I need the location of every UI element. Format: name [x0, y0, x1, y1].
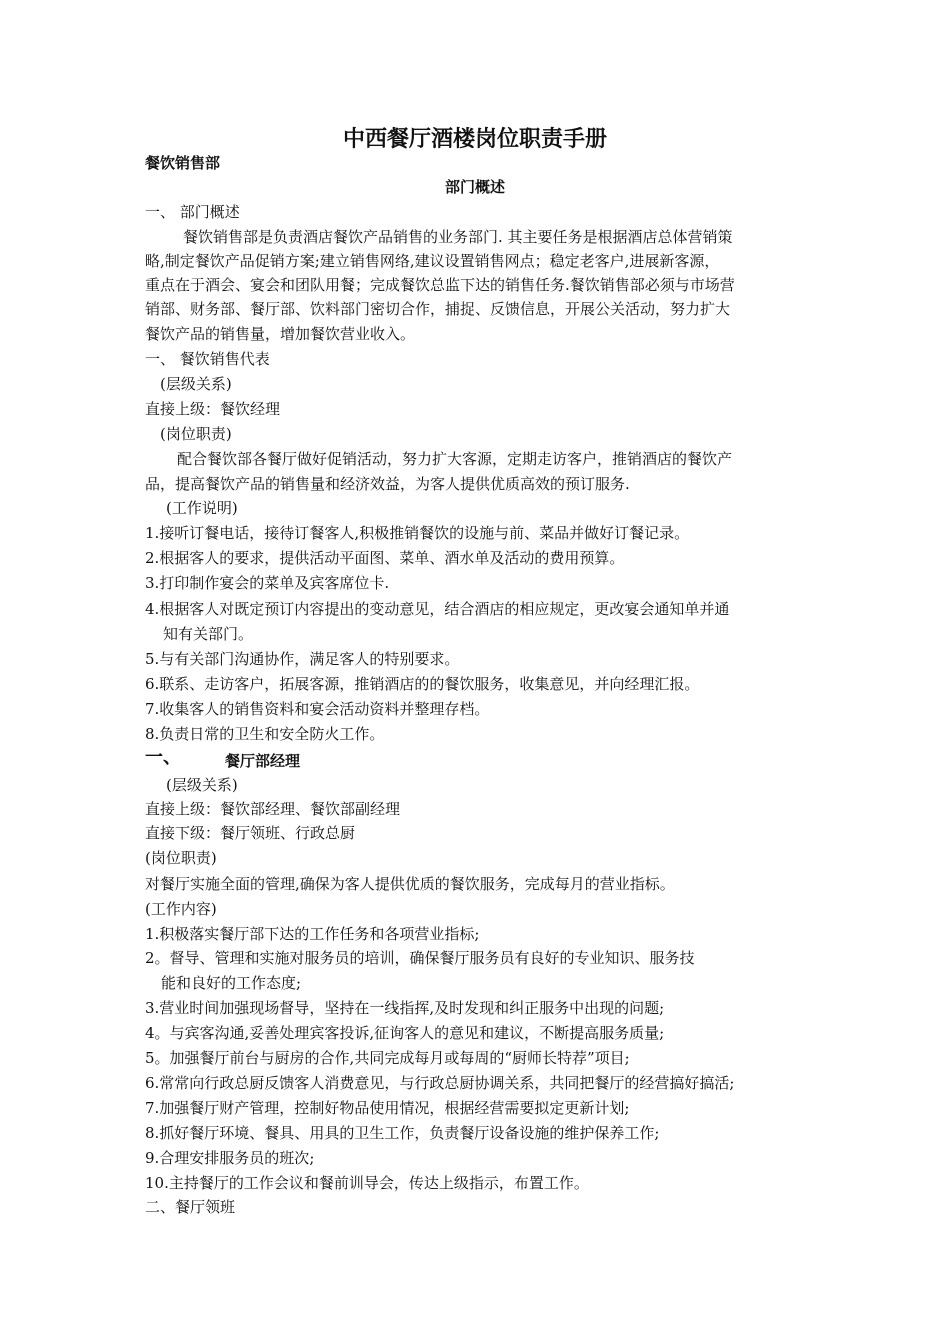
list-item-continuation: 能和良好的工作态度;: [161, 974, 302, 992]
section-number: 一、: [145, 747, 181, 768]
list-item: 10.主持餐厅的工作会议和餐前训导会，传达上级指示，布置工作。: [145, 1174, 589, 1192]
list-item: 8.负责日常的卫生和安全防火工作。: [145, 725, 385, 743]
paragraph-line: 重点在于酒会、宴会和团队用餐；完成餐饮总监下达的销售任务.餐饮销售部必须与市场营: [145, 276, 735, 294]
paragraph-line: 对餐厅实施全面的管理,确保为客人提供优质的餐饮服务，完成每月的营业指标。: [145, 875, 675, 893]
paragraph-line: 餐饮产品的销售量，增加餐饮营业收入。: [145, 325, 416, 343]
section-heading: 餐厅部经理: [225, 752, 301, 770]
text-line: 直接上级：餐饮经理: [145, 400, 281, 418]
list-item: 1.积极落实餐厅部下达的工作任务和各项营业指标;: [145, 925, 480, 943]
subheading: (工作内容): [145, 900, 217, 918]
subheading: (层级关系): [160, 375, 232, 393]
subheading: (层级关系): [166, 776, 238, 794]
text-line: 直接上级：餐饮部经理、餐饮部副经理: [145, 800, 401, 818]
text-line: 直接下级：餐厅领班、行政总厨: [145, 824, 356, 842]
paragraph-line: 销部、财务部、餐厅部、饮料部门密切合作，捕捉、反馈信息，开展公关活动，努力扩大: [145, 300, 731, 318]
subheading: (岗位职责): [160, 425, 232, 443]
list-item: 4。与宾客沟通,妥善处理宾客投诉,征询客人的意见和建议，不断提高服务质量;: [145, 1024, 665, 1042]
list-item: 6.常常向行政总厨反馈客人消费意见，与行政总厨协调关系，共同把餐厅的经营搞好搞活;: [145, 1074, 735, 1092]
list-item: 8.抓好餐厅环境、餐具、用具的卫生工作，负责餐厅设备设施的维护保养工作;: [145, 1124, 660, 1142]
list-item: 7.加强餐厅财产管理，控制好物品使用情况，根据经营需要拟定更新计划;: [145, 1099, 630, 1117]
section-heading: 一、 部门概述: [145, 203, 240, 221]
list-item: 6.联系、走访客户，拓展客源，推销酒店的的餐饮服务，收集意见，并向经理汇报。: [145, 675, 700, 693]
section-heading: 一、 餐饮销售代表: [145, 350, 270, 368]
section-heading: 二、餐厅领班: [145, 1198, 236, 1216]
list-item: 5。加强餐厅前台与厨房的合作,共同完成每月或每周的“厨师长特荐”项目;: [145, 1049, 630, 1067]
subheading: (工作说明): [166, 499, 238, 517]
list-item: 3.打印制作宴会的菜单及宾客席位卡.: [145, 574, 390, 592]
list-item: 3.营业时间加强现场督导，坚持在一线指挥,及时发现和纠正服务中出现的问题;: [145, 999, 665, 1017]
paragraph-line: 餐饮销售部是负责酒店餐饮产品销售的业务部门. 其主要任务是根据酒店总体营销策: [183, 228, 733, 246]
list-item: 4.根据客人对既定预订内容提出的变动意见，结合酒店的相应规定，更改宴会通知单并通: [145, 600, 730, 618]
paragraph-line: 品，提高餐饮产品的销售量和经济效益，为客人提供优质高效的预订服务.: [145, 475, 630, 493]
list-item: 7.收集客人的销售资料和宴会活动资料并整理存档。: [145, 700, 490, 718]
overview-heading: 部门概述: [444, 178, 505, 196]
list-item: 5.与有关部门沟通协作，满足客人的特别要求。: [145, 650, 460, 668]
paragraph-line: 配合餐饮部各餐厅做好促销活动，努力扩大客源，定期走访客户，推销酒店的餐饮产: [177, 450, 733, 468]
subheading: (岗位职责): [145, 849, 217, 867]
list-item: 9.合理安排服务员的班次;: [145, 1149, 315, 1167]
list-item: 2.根据客人的要求，提供活动平面图、菜单、酒水单及活动的费用预算。: [145, 549, 625, 567]
list-item-continuation: 知有关部门。: [163, 625, 254, 643]
document-title: 中西餐厅酒楼岗位职责手册: [342, 127, 607, 152]
list-item: 1.接听订餐电话，接待订餐客人,积极推销餐饮的设施与前、菜品并做好订餐记录。: [145, 524, 690, 542]
paragraph-line: 略,制定餐饮产品促销方案;建立销售网络,建议设置销售网点；稳定老客户,进展新客源，: [145, 252, 720, 270]
department-name: 餐饮销售部: [145, 154, 221, 172]
list-item: 2。督导、管理和实施对服务员的培训，确保餐厅服务员有良好的专业知识、服务技: [145, 949, 695, 967]
